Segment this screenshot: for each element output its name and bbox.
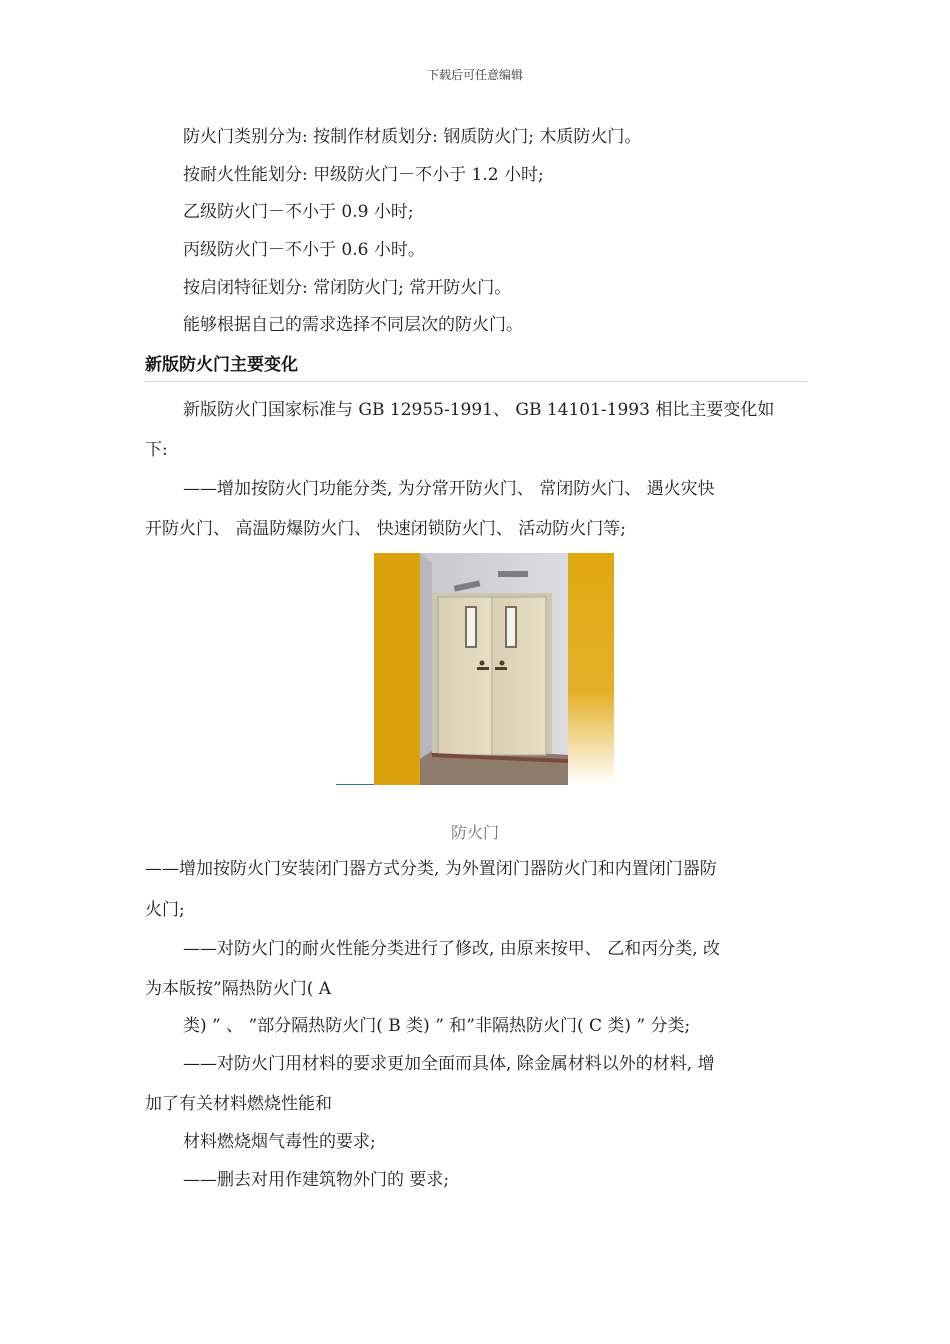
paragraph-line: 材料燃烧烟气毒性的要求;	[183, 1132, 376, 1152]
paragraph-line: 能够根据自己的需求选择不同层次的防火门。	[183, 315, 523, 335]
paragraph-line: 按启闭特征划分: 常闭防火门; 常开防火门。	[183, 278, 512, 298]
paragraph-line: 防火门类别分为: 按制作材质划分: 钢质防火门; 木质防火门。	[183, 127, 642, 147]
paragraph-line: 类) ” 、 ”部分隔热防火门( B 类) ” 和”非隔热防火门( C 类) ” 分类;	[183, 1016, 691, 1036]
section-heading: 新版防火门主要变化	[145, 355, 298, 375]
paragraph-line: 下:	[145, 440, 168, 460]
paragraph-line: ——删去对用作建筑物外门的 要求;	[183, 1170, 450, 1190]
paragraph-line: 新版防火门国家标准与 GB 12955-1991、 GB 14101-1993 相比主要变化如	[183, 400, 775, 420]
paragraph-line: 加了有关材料燃烧性能和	[145, 1094, 332, 1114]
paragraph-line: ——增加按防火门功能分类, 为分常开防火门、 常闭防火门、 遇火灾快	[183, 479, 715, 499]
paragraph-line: ——对防火门用材料的要求更加全面而具体, 除金属材料以外的材料, 增	[183, 1054, 715, 1074]
paragraph-line: 丙级防火门－不小于 0.6 小时。	[183, 240, 425, 260]
figure-caption: 防火门	[450, 823, 499, 842]
paragraph-line: ——对防火门的耐火性能分类进行了修改, 由原来按甲、 乙和丙分类, 改	[183, 939, 721, 959]
paragraph-line: 按耐火性能划分: 甲级防火门－不小于 1.2 小时;	[183, 165, 544, 185]
paragraph-line: 为本版按”隔热防火门( A	[145, 979, 332, 999]
image-link-underline	[336, 784, 374, 785]
header-note: 下载后可任意编辑	[426, 68, 523, 82]
paragraph-line: 乙级防火门－不小于 0.9 小时;	[183, 202, 414, 222]
heading-divider	[145, 381, 807, 382]
paragraph-line: 开防火门、 高温防爆防火门、 快速闭锁防火门、 活动防火门等;	[145, 519, 626, 539]
paragraph-line: ——增加按防火门安装闭门器方式分类, 为外置闭门器防火门和内置闭门器防	[145, 859, 717, 879]
fire-door-image	[374, 553, 614, 785]
paragraph-line: 火门;	[145, 900, 185, 920]
